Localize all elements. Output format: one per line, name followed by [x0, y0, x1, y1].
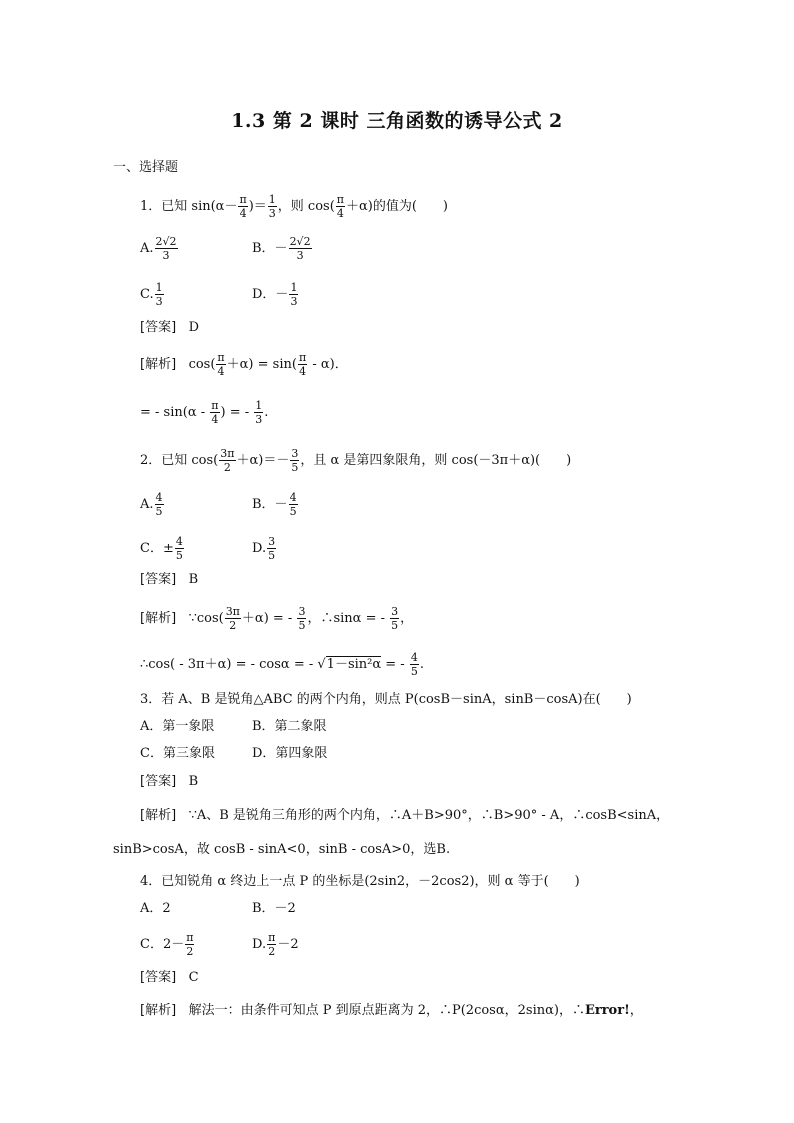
question-1: 1．已知 sin(α－ $\frac{\pi}{4}$ )＝ $\frac{1}{3}$ ，则 cos( $\frac{\pi}{4}$ ＋α)的值为( ): [140, 193, 448, 220]
q4-option-d: D. $\frac{\pi}{2}$ －2: [252, 931, 299, 958]
q2-option-d: D. $\frac{3}{5}$: [252, 535, 276, 562]
page-title: 1.3 第 2 课时 三角函数的诱导公式 2: [231, 110, 563, 132]
q4-option-b: B．－2: [252, 901, 296, 916]
q2-option-c: C．± $\frac{4}{5}$: [140, 535, 183, 562]
q4-answer: [答案] C: [140, 970, 199, 985]
q4-option-c: C．2－ $\frac{\pi}{2}$: [140, 931, 194, 958]
q2-solution-line-1: [解析] ∵cos( $\frac{3\pi}{2}$ ＋α) = - $\frac{3}{5}$ ，∴sinα = - $\frac{3}{5}$ ，: [140, 605, 414, 632]
q1-option-a: A. $\frac{2√2}{3}$: [140, 235, 177, 262]
question-4: 4．已知锐角 α 终边上一点 P 的坐标是(2sin2，－2cos2)，则 α 等于( ): [140, 874, 580, 889]
q2-answer: [答案] B: [140, 572, 199, 587]
q3-option-b: B．第二象限: [252, 719, 327, 734]
q1-solution-line-1: [解析] cos( $\frac{\pi}{4}$ ＋α) = sin( $\frac{\pi}{4}$ - α)．: [140, 351, 348, 378]
q2-option-a: A. $\frac{4}{5}$: [140, 491, 163, 518]
question-2: 2．已知 cos( $\frac{3\pi}{2}$ ＋α)＝－ $\frac{3}{5}$ ，且 α 是第四象限角，则 cos(－3π＋α)( ): [140, 447, 572, 474]
question-3: 3．若 A、B 是锐角△ABC 的两个内角，则点 P(cosB－sinA，sinB－cosA)在( ): [140, 692, 632, 707]
q2-option-b: B．－ $\frac{4}{5}$: [252, 491, 297, 518]
q1-option-c: C. $\frac{1}{3}$: [140, 281, 163, 308]
q3-answer: [答案] B: [140, 774, 199, 789]
q4-option-a: A．2: [140, 901, 171, 916]
q2-solution-line-2: ∴cos( - 3π＋α) = - cosα = - √1－sin²α = - $\frac{4}{5}$ .: [140, 651, 424, 678]
q1-option-d: D．－ $\frac{1}{3}$: [252, 281, 298, 308]
q1-solution-line-2: = - sin(α - $\frac{\pi}{4}$ ) = - $\frac{1}{3}$ .: [140, 399, 269, 426]
q3-option-d: D．第四象限: [252, 746, 328, 761]
q1-option-b: B．－ $\frac{2√2}{3}$: [252, 235, 311, 262]
q3-solution-line-2: sinB>cosA，故 cosB - sinA<0，sinB - cosA>0，选B.: [113, 842, 451, 857]
q1-answer: [答案] D: [140, 320, 199, 335]
q3-option-a: A．第一象限: [140, 719, 215, 734]
q3-solution-line-1: [解析] ∵A、B 是锐角三角形的两个内角，∴A＋B>90°，∴B>90° - A，∴cosB<sinA，: [140, 808, 670, 823]
section-heading: 一、选择题: [113, 160, 179, 175]
q4-solution-line-1: [解析] 解法一：由条件可知点 P 到原点距离为 2，∴P(2cosα，2sinα)，∴Error!，: [140, 1003, 643, 1018]
q3-option-c: C．第三象限: [140, 746, 215, 761]
